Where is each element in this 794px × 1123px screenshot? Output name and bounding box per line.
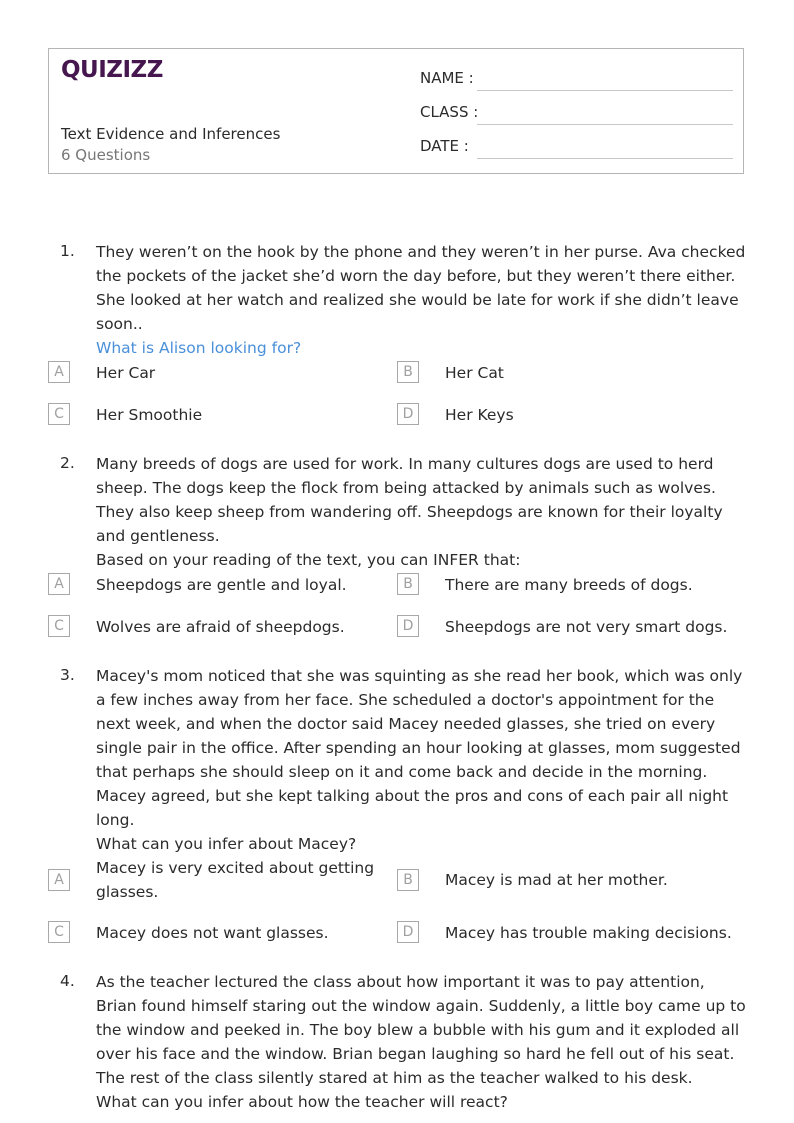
option-text[interactable]: Her Car (96, 364, 156, 382)
option-text[interactable]: Her Smoothie (96, 406, 203, 424)
option-letter-box: D (397, 615, 419, 637)
question-passage: Many breeds of dogs are used for work. In many cultures dogs are used to herd sheep. The dogs keep the flock from being attacked by animals such as wolves. They also keep sheep from wandering off. Sheepdogs are known for their loyalty and gentleness. (96, 455, 723, 545)
option-letter-box: C (48, 921, 70, 943)
option-text[interactable]: Sheepdogs are not very smart dogs. (445, 618, 728, 636)
option-text[interactable]: Macey is mad at her mother. (445, 871, 668, 889)
question-count: 6 Questions (61, 146, 151, 164)
option-letter-box: A (48, 573, 70, 595)
option-text[interactable]: Sheepdogs are gentle and loyal. (96, 576, 347, 594)
question-text (96, 452, 748, 572)
class-line[interactable] (477, 123, 733, 125)
option-text[interactable]: Wolves are afraid of sheepdogs. (96, 618, 345, 636)
option-letter-box: C (48, 615, 70, 637)
option-letter-box: B (397, 573, 419, 595)
question-number: 4. (60, 972, 75, 990)
option-text[interactable]: Her Keys (445, 406, 514, 424)
option-text[interactable]: Macey has trouble making decisions. (445, 924, 732, 942)
option-letter-box: C (48, 403, 70, 425)
option-letter-box: B (397, 361, 419, 383)
question-number: 1. (60, 242, 75, 260)
option-letter-box: A (48, 869, 70, 891)
question-passage: They weren’t on the hook by the phone and they weren’t in her purse. Ava checked the pockets of the jacket she’d worn the day before, but they weren’t there either. She looked at her watch and realized she would be late for work if she didn’t leave soon.. (96, 243, 746, 333)
name-line[interactable] (477, 89, 733, 91)
question-prompt: Based on your reading of the text, you can INFER that: (96, 551, 521, 569)
worksheet-header (48, 48, 744, 174)
class-label: CLASS : (420, 103, 479, 121)
option-text[interactable]: Her Cat (445, 364, 504, 382)
question-passage: As the teacher lectured the class about how important it was to pay attention, Brian found himself staring out the window again. Suddenly, a little boy came up to the window and peeked in. The boy blew a bubble with his gum and it exploded all over his face and the window. Brian began laughing so hard he fell out of his seat. The rest of the class silently stared at him as the teacher walked to his desk. (96, 973, 746, 1087)
date-line[interactable] (477, 157, 733, 159)
question-text (96, 240, 748, 360)
option-letter-box: D (397, 403, 419, 425)
option-text[interactable]: Macey is very excited about getting glasses. (96, 859, 375, 901)
name-label: NAME : (420, 69, 474, 87)
worksheet-title: Text Evidence and Inferences (61, 125, 281, 143)
date-label: DATE : (420, 137, 469, 155)
question-passage: Macey's mom noticed that she was squinting as she read her book, which was only a few inches away from her face. She scheduled a doctor's appointment for the next week, and when the doctor said Macey needed glasses, she tried on every single pair in the office. After spending an hour looking at glasses, mom suggested that perhaps she should sleep on it and come back and decide in the morning. Macey agreed, but she kept talking about the pros and cons of each pair all night long. (96, 667, 743, 829)
quizizz-logo: QUIZIZZ (61, 57, 163, 83)
option-text[interactable]: There are many breeds of dogs. (445, 576, 693, 594)
option-letter-box: B (397, 869, 419, 891)
question-prompt: What can you infer about how the teacher will react? (96, 1093, 508, 1111)
question-number: 2. (60, 454, 75, 472)
option-letter-box: A (48, 361, 70, 383)
option-text[interactable]: Macey does not want glasses. (96, 924, 329, 942)
question-prompt: What can you infer about Macey? (96, 835, 357, 853)
question-prompt: What is Alison looking for? (96, 339, 302, 357)
question-text (96, 970, 748, 1114)
option-letter-box: D (397, 921, 419, 943)
question-text (96, 664, 748, 856)
question-number: 3. (60, 666, 75, 684)
